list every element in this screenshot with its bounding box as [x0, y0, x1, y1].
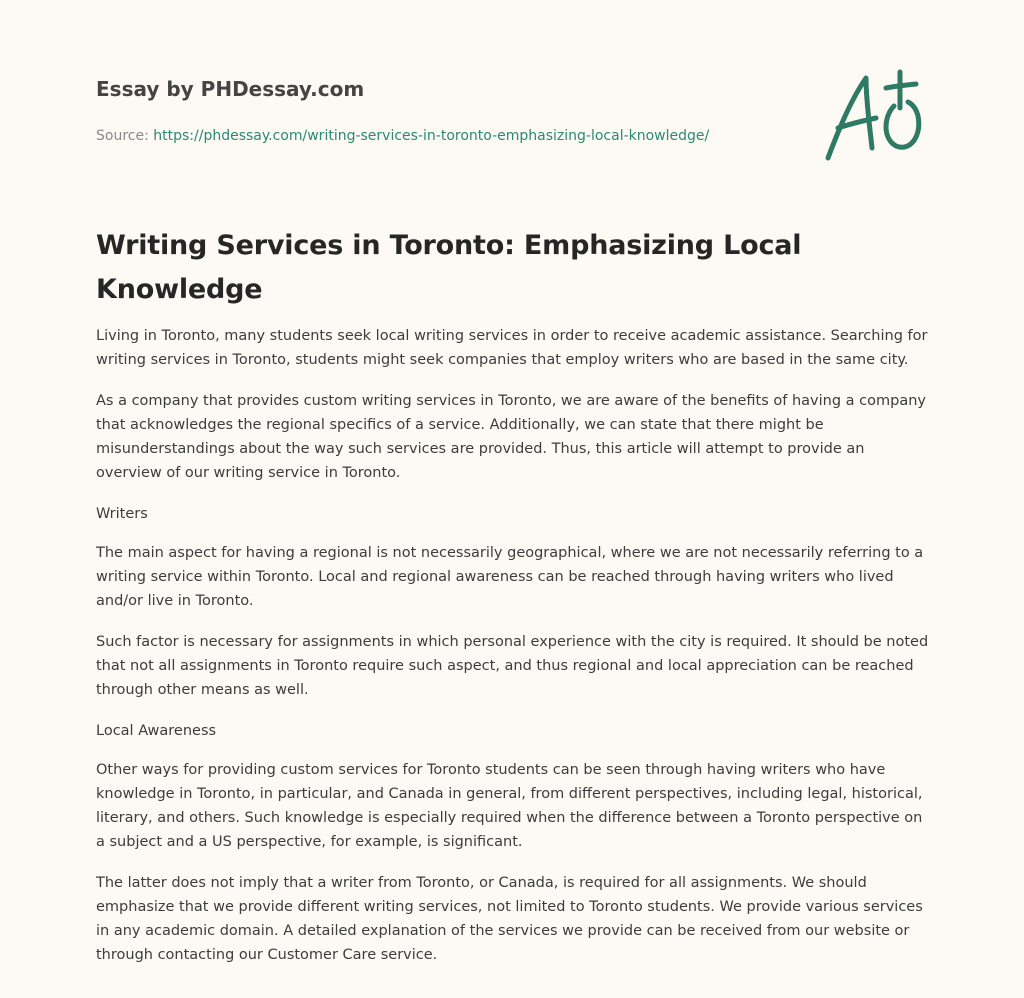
paragraph: The main aspect for having a regional is not necessarily geographical, where we are not necessarily referring to a writing service within Toronto. Local and regional awareness can be reached through having writers who lived and/or live in Toronto. [96, 545, 924, 609]
source-line [96, 126, 796, 146]
section-heading-local-awareness: Local Awareness [96, 723, 217, 739]
article-body [96, 324, 932, 984]
paragraph: Such factor is necessary for assignments in which personal experience with the city is required. It should be noted that not all assignments in Toronto require such aspect, and thus regional and local appreciation can be reached through other means as well. [96, 634, 929, 698]
source-label: Source: [96, 128, 154, 144]
paragraph: Living in Toronto, many students seek local writing services in order to receive academic assistance. Searching for writing services in Toronto, students might seek companies that employ writers who are based in the same city. [96, 328, 928, 368]
a-plus-grade-icon [822, 66, 930, 166]
document-header [96, 74, 796, 146]
site-brand: Essay by PHDessay.com [96, 77, 365, 101]
paragraph: Other ways for providing custom services for Toronto students can be seen through having writers who have knowledge in Toronto, in particular, and Canada in general, from different perspectives, including legal, historical, literary, and others. Such knowledge is especially required when the difference between a Toronto perspective on a subject and a US perspective, for example, is significant. [96, 762, 923, 850]
source-link[interactable]: https://phdessay.com/writing-services-in-toronto-emphasizing-local-knowledge/ [153, 128, 710, 144]
paragraph: As a company that provides custom writing services in Toronto, we are aware of the benefits of having a company that acknowledges the regional specifics of a service. Additionally, we can state that there might be misunderstandings about the way such services are provided. Thus, this article will attempt to provide an overview of our writing service in Toronto. [96, 393, 926, 481]
article-title: Writing Services in Toronto: Emphasizing Local Knowledge [96, 230, 802, 305]
paragraph: The latter does not imply that a writer from Toronto, or Canada, is required for all assignments. We should emphasize that we provide different writing services, not limited to Toronto students. We provide various services in any academic domain. A detailed explanation of the services we provide can be received from our website or through contacting our Customer Care service. [96, 875, 923, 963]
section-heading-writers: Writers [96, 506, 148, 522]
